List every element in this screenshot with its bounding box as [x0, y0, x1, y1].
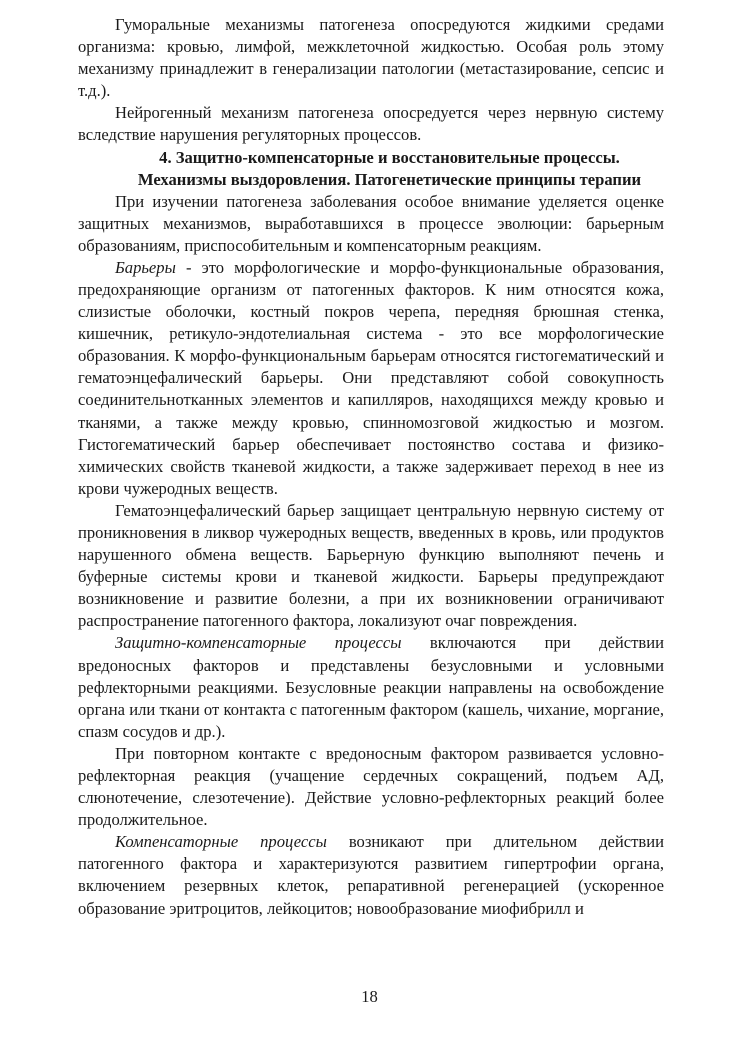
paragraph-compensatory-text: возникают при длительном действии патогенного фактора и характеризуются развитием гипертрофии органа, включением резервных клеток, репаративной регенерацией (ускоренное образование эритроцитов, лейкоцитов; новообразование миофибрилл и [78, 832, 665, 918]
paragraph-blood-brain-barrier: Гематоэнцефалический барьер защищает центральную нервную систему от проникновения в ликвор чужеродных веществ, введенных в кровь, или продуктов нарушенного обмена веществ. Барьерную функцию выполняют печень и буферные системы крови и тканевой жидкости. Барьеры предупреждают возникновение и развитие болезни, а при их возникновении ограничивают распространение патогенного фактора, локализуют очаг повреждения. [78, 500, 664, 631]
paragraph-humoral: Гуморальные механизмы патогенеза опосредуются жидкими средами организма: кровью, лимфой, межклеточной жидкостью. Особая роль этому механизму принадлежит в генерализации патологии (метастазирование, сепсис и т.д.). [78, 15, 664, 101]
paragraph-protective-compensatory-text: включаются при действии вредоносных факторов и представлены безусловными и условными рефлекторными реакциями. Безусловные реакции направлены на освобождение органа или ткани от контакта с патогенным фактором (кашель, чихание, моргание, спазм сосудов и др.). [78, 633, 664, 741]
section-title-line-1: 4. Защитно-компенсаторные и восстановительные процессы. [159, 147, 620, 167]
paragraph-protective-mechanisms: При изучении патогенеза заболевания особое внимание уделяется оценке защитных механизмов, выработавшихся в процессе эволюции: барьерным образованиям, приспособительным и компенсаторным реакциям. [78, 191, 664, 255]
paragraph-protective-compensatory [78, 632, 664, 742]
term-protective-compensatory: Защитно-компенсаторные процессы [115, 633, 402, 653]
section-title-line-2: Механизмы выздоровления. Патогенетические принципы терапии [137, 169, 642, 189]
paragraph-neurogenic: Нейрогенный механизм патогенеза опосредуется через нервную систему вследствие нарушения регуляторных процессов. [78, 103, 664, 145]
page-number: 18 [361, 987, 378, 1006]
page-content [78, 14, 664, 920]
paragraph-conditioned-reflex: При повторном контакте с вредоносным фактором развивается условно-рефлекторная реакция (учащение сердечных сокращений, подъем АД, слюнотечение, слезотечение). Действие условно-рефлекторных реакций более продолжительное. [78, 743, 664, 830]
paragraph-barriers-text: - это морфологические и морфо-функциональные образования, предохраняющие организм от патогенных факторов. К ним относятся кожа, слизистые оболочки, костный покров черепа, передняя брюшная стенка, кишечник, ретикуло-эндотелиальная система - это все морфологические образования. К морфо-функциональным барьерам относятся гистогематический и гематоэнцефалический барьеры. Они представляют собой совокупность соединительнотканных элементов и капилляров, находящихся между кровью и тканями, а также между кровью, спинномозговой жидкостью и мозгом. Гистогематический барьер обеспечивает постоянство состава и физико-химических свойств тканевой жидкости, а также задерживает переход в нее из крови чужеродных веществ. [78, 257, 664, 498]
paragraph-compensatory [78, 831, 664, 919]
term-barriers: Барьеры [115, 257, 176, 277]
section-title [78, 147, 664, 191]
term-compensatory: Компенсаторные процессы [115, 832, 327, 852]
paragraph-barriers [78, 257, 664, 500]
